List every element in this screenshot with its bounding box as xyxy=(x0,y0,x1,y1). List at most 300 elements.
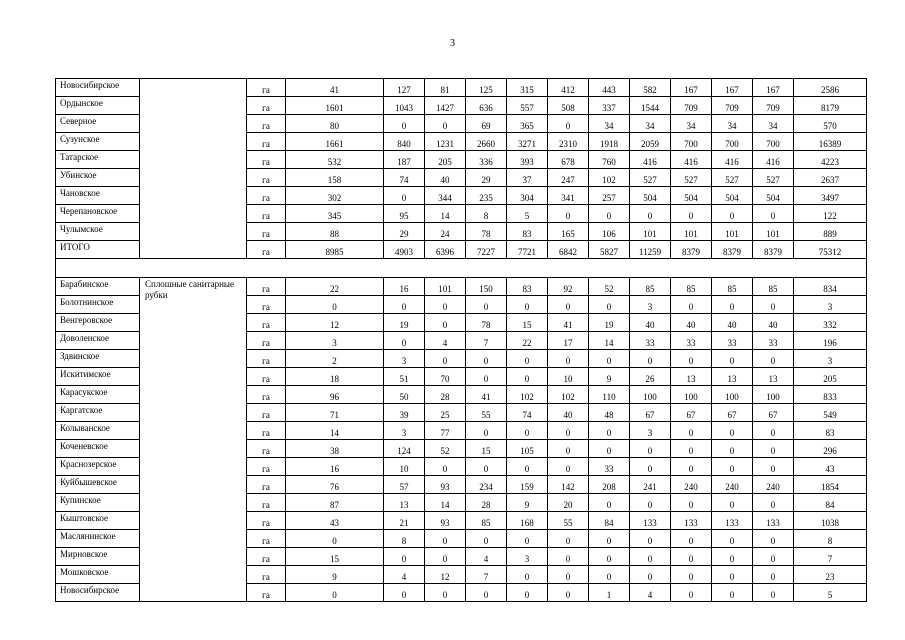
value-cell: 12 xyxy=(286,314,384,332)
value-cell: 67 xyxy=(630,404,671,422)
value-cell: 83 xyxy=(507,223,548,241)
value-cell: 167 xyxy=(671,79,712,97)
value-cell: 0 xyxy=(712,205,753,223)
district-name: Чулымское xyxy=(56,223,140,241)
value-cell: 0 xyxy=(548,458,589,476)
value-cell: 235 xyxy=(466,187,507,205)
unit-cell: га xyxy=(247,404,286,422)
value-cell: 234 xyxy=(466,476,507,494)
value-cell: 13 xyxy=(712,368,753,386)
unit-cell: га xyxy=(247,494,286,512)
value-cell: 105 xyxy=(507,440,548,458)
value-cell: 102 xyxy=(548,386,589,404)
value-cell: 504 xyxy=(753,187,794,205)
value-cell: 636 xyxy=(466,97,507,115)
value-cell: 0 xyxy=(466,368,507,386)
value-cell: 0 xyxy=(548,422,589,440)
value-cell: 127 xyxy=(384,79,425,97)
unit-cell: га xyxy=(247,368,286,386)
value-cell: 67 xyxy=(712,404,753,422)
unit-cell: га xyxy=(247,566,286,584)
value-cell: 700 xyxy=(671,133,712,151)
unit-cell: га xyxy=(247,169,286,187)
value-cell: 0 xyxy=(671,566,712,584)
value-cell: 102 xyxy=(589,169,630,187)
district-name: Карасукское xyxy=(56,386,140,404)
value-cell: 142 xyxy=(548,476,589,494)
value-cell: 75312 xyxy=(794,241,867,259)
value-cell: 709 xyxy=(671,97,712,115)
district-name: Коченевское xyxy=(56,440,140,458)
district-name: Куйбышевское xyxy=(56,476,140,494)
value-cell: 0 xyxy=(384,548,425,566)
value-cell: 85 xyxy=(630,278,671,296)
unit-cell: га xyxy=(247,386,286,404)
value-cell: 0 xyxy=(712,530,753,548)
value-cell: 7 xyxy=(794,548,867,566)
unit-cell: га xyxy=(247,530,286,548)
unit-cell: га xyxy=(247,187,286,205)
value-cell: 416 xyxy=(712,151,753,169)
district-name: Барабинское xyxy=(56,278,140,296)
value-cell: 336 xyxy=(466,151,507,169)
value-cell: 0 xyxy=(507,368,548,386)
value-cell: 0 xyxy=(589,566,630,584)
value-cell: 43 xyxy=(286,512,384,530)
value-cell: 67 xyxy=(753,404,794,422)
value-cell: 100 xyxy=(671,386,712,404)
value-cell: 0 xyxy=(548,530,589,548)
district-name: Татарское xyxy=(56,151,140,169)
value-cell: 3 xyxy=(794,296,867,314)
value-cell: 0 xyxy=(712,566,753,584)
value-cell: 16389 xyxy=(794,133,867,151)
value-cell: 4 xyxy=(425,332,466,350)
value-cell: 0 xyxy=(589,422,630,440)
value-cell: 7 xyxy=(466,332,507,350)
value-cell: 20 xyxy=(548,494,589,512)
value-cell: 14 xyxy=(286,422,384,440)
value-cell: 29 xyxy=(384,223,425,241)
value-cell: 3271 xyxy=(507,133,548,151)
value-cell: 29 xyxy=(466,169,507,187)
value-cell: 40 xyxy=(630,314,671,332)
value-cell: 240 xyxy=(671,476,712,494)
value-cell: 101 xyxy=(425,278,466,296)
value-cell: 205 xyxy=(794,368,867,386)
value-cell: 1918 xyxy=(589,133,630,151)
value-cell: 14 xyxy=(425,494,466,512)
value-cell: 84 xyxy=(794,494,867,512)
value-cell: 95 xyxy=(384,205,425,223)
value-cell: 416 xyxy=(630,151,671,169)
value-cell: 55 xyxy=(466,404,507,422)
value-cell: 41 xyxy=(548,314,589,332)
district-name: Мирновское xyxy=(56,548,140,566)
value-cell: 3 xyxy=(794,350,867,368)
value-cell: 582 xyxy=(630,79,671,97)
value-cell: 0 xyxy=(548,296,589,314)
district-name: Чановское xyxy=(56,187,140,205)
value-cell: 834 xyxy=(794,278,867,296)
value-cell: 4 xyxy=(630,584,671,602)
value-cell: 0 xyxy=(425,458,466,476)
value-cell: 0 xyxy=(712,548,753,566)
value-cell: 2660 xyxy=(466,133,507,151)
value-cell: 0 xyxy=(384,296,425,314)
unit-cell: га xyxy=(247,548,286,566)
value-cell: 0 xyxy=(548,548,589,566)
value-cell: 527 xyxy=(753,169,794,187)
district-name: Купинское xyxy=(56,494,140,512)
value-cell: 6396 xyxy=(425,241,466,259)
value-cell: 93 xyxy=(425,476,466,494)
value-cell: 0 xyxy=(589,548,630,566)
value-cell: 0 xyxy=(589,296,630,314)
value-cell: 124 xyxy=(384,440,425,458)
value-cell: 14 xyxy=(425,205,466,223)
value-cell: 13 xyxy=(384,494,425,512)
value-cell: 43 xyxy=(794,458,867,476)
separator-row xyxy=(56,259,867,278)
district-name: Венгеровское xyxy=(56,314,140,332)
value-cell: 0 xyxy=(712,458,753,476)
value-cell: 0 xyxy=(753,584,794,602)
value-cell: 85 xyxy=(712,278,753,296)
value-cell: 133 xyxy=(671,512,712,530)
value-cell: 7 xyxy=(466,566,507,584)
value-cell: 0 xyxy=(425,584,466,602)
value-cell: 0 xyxy=(466,296,507,314)
value-cell: 205 xyxy=(425,151,466,169)
value-cell: 0 xyxy=(507,530,548,548)
value-cell: 74 xyxy=(507,404,548,422)
value-cell: 2310 xyxy=(548,133,589,151)
unit-cell: га xyxy=(247,422,286,440)
value-cell: 0 xyxy=(548,350,589,368)
value-cell: 678 xyxy=(548,151,589,169)
value-cell: 247 xyxy=(548,169,589,187)
value-cell: 345 xyxy=(286,205,384,223)
value-cell: 34 xyxy=(630,115,671,133)
value-cell: 37 xyxy=(507,169,548,187)
value-cell: 85 xyxy=(671,278,712,296)
value-cell: 5827 xyxy=(589,241,630,259)
value-cell: 34 xyxy=(712,115,753,133)
value-cell: 83 xyxy=(794,422,867,440)
value-cell: 0 xyxy=(507,350,548,368)
value-cell: 3 xyxy=(507,548,548,566)
value-cell: 549 xyxy=(794,404,867,422)
value-cell: 296 xyxy=(794,440,867,458)
value-cell: 416 xyxy=(671,151,712,169)
value-cell: 8379 xyxy=(712,241,753,259)
felling-table xyxy=(55,78,867,602)
value-cell: 19 xyxy=(384,314,425,332)
value-cell: 0 xyxy=(671,440,712,458)
value-cell: 12 xyxy=(425,566,466,584)
value-cell: 4903 xyxy=(384,241,425,259)
value-cell: 1043 xyxy=(384,97,425,115)
unit-cell: га xyxy=(247,223,286,241)
value-cell: 833 xyxy=(794,386,867,404)
value-cell: 102 xyxy=(507,386,548,404)
value-cell: 33 xyxy=(753,332,794,350)
value-cell: 889 xyxy=(794,223,867,241)
value-cell: 1231 xyxy=(425,133,466,151)
value-cell: 0 xyxy=(425,115,466,133)
value-cell: 0 xyxy=(466,350,507,368)
table-row xyxy=(56,278,867,296)
value-cell: 38 xyxy=(286,440,384,458)
value-cell: 0 xyxy=(507,458,548,476)
value-cell: 51 xyxy=(384,368,425,386)
value-cell: 0 xyxy=(548,566,589,584)
value-cell: 760 xyxy=(589,151,630,169)
value-cell: 0 xyxy=(671,296,712,314)
value-cell: 28 xyxy=(466,494,507,512)
value-cell: 34 xyxy=(671,115,712,133)
value-cell: 0 xyxy=(548,584,589,602)
value-cell: 3 xyxy=(384,350,425,368)
value-cell: 0 xyxy=(753,422,794,440)
district-name: Искитимское xyxy=(56,368,140,386)
value-cell: 5 xyxy=(507,205,548,223)
value-cell: 4223 xyxy=(794,151,867,169)
value-cell: 0 xyxy=(384,332,425,350)
value-cell: 78 xyxy=(466,314,507,332)
value-cell: 158 xyxy=(286,169,384,187)
value-cell: 0 xyxy=(466,458,507,476)
value-cell: 88 xyxy=(286,223,384,241)
value-cell: 0 xyxy=(384,187,425,205)
value-cell: 0 xyxy=(589,440,630,458)
value-cell: 208 xyxy=(589,476,630,494)
value-cell: 0 xyxy=(425,548,466,566)
value-cell: 0 xyxy=(630,440,671,458)
value-cell: 0 xyxy=(630,548,671,566)
value-cell: 412 xyxy=(548,79,589,97)
value-cell: 2586 xyxy=(794,79,867,97)
value-cell: 3 xyxy=(286,332,384,350)
value-cell: 527 xyxy=(630,169,671,187)
value-cell: 709 xyxy=(712,97,753,115)
value-cell: 168 xyxy=(507,512,548,530)
value-cell: 0 xyxy=(753,530,794,548)
district-name: Краснозерское xyxy=(56,458,140,476)
value-cell: 0 xyxy=(630,530,671,548)
value-cell: 0 xyxy=(589,530,630,548)
value-cell: 2 xyxy=(286,350,384,368)
value-cell: 8379 xyxy=(671,241,712,259)
value-cell: 18 xyxy=(286,368,384,386)
value-cell: 0 xyxy=(753,350,794,368)
value-cell: 84 xyxy=(589,512,630,530)
value-cell: 187 xyxy=(384,151,425,169)
district-name: Новосибирское xyxy=(56,584,140,602)
page-number: 3 xyxy=(450,38,455,49)
value-cell: 33 xyxy=(630,332,671,350)
value-cell: 159 xyxy=(507,476,548,494)
value-cell: 508 xyxy=(548,97,589,115)
felling-type-cell xyxy=(140,79,247,259)
value-cell: 122 xyxy=(794,205,867,223)
value-cell: 0 xyxy=(753,205,794,223)
value-cell: 8179 xyxy=(794,97,867,115)
value-cell: 100 xyxy=(753,386,794,404)
value-cell: 13 xyxy=(671,368,712,386)
value-cell: 8 xyxy=(794,530,867,548)
district-name: Здвинское xyxy=(56,350,140,368)
value-cell: 48 xyxy=(589,404,630,422)
value-cell: 0 xyxy=(671,530,712,548)
value-cell: 14 xyxy=(589,332,630,350)
value-cell: 1661 xyxy=(286,133,384,151)
value-cell: 40 xyxy=(712,314,753,332)
value-cell: 302 xyxy=(286,187,384,205)
value-cell: 0 xyxy=(425,314,466,332)
value-cell: 0 xyxy=(425,530,466,548)
unit-cell: га xyxy=(247,115,286,133)
value-cell: 1601 xyxy=(286,97,384,115)
value-cell: 4 xyxy=(384,566,425,584)
value-cell: 393 xyxy=(507,151,548,169)
district-name: Новосибирское xyxy=(56,79,140,97)
value-cell: 0 xyxy=(712,584,753,602)
unit-cell: га xyxy=(247,151,286,169)
district-name: Черепановское xyxy=(56,205,140,223)
district-name: Мошковское xyxy=(56,566,140,584)
value-cell: 40 xyxy=(753,314,794,332)
value-cell: 101 xyxy=(671,223,712,241)
value-cell: 85 xyxy=(466,512,507,530)
value-cell: 1038 xyxy=(794,512,867,530)
value-cell: 0 xyxy=(548,440,589,458)
value-cell: 15 xyxy=(286,548,384,566)
district-name: Убинское xyxy=(56,169,140,187)
district-name: Болотнинское xyxy=(56,296,140,314)
unit-cell: га xyxy=(247,79,286,97)
value-cell: 78 xyxy=(466,223,507,241)
felling-type-label: Сплошные санитарные рубки xyxy=(140,278,247,602)
value-cell: 93 xyxy=(425,512,466,530)
value-cell: 0 xyxy=(384,115,425,133)
value-cell: 532 xyxy=(286,151,384,169)
value-cell: 17 xyxy=(548,332,589,350)
value-cell: 26 xyxy=(630,368,671,386)
value-cell: 0 xyxy=(671,422,712,440)
unit-cell: га xyxy=(247,512,286,530)
unit-cell: га xyxy=(247,458,286,476)
value-cell: 106 xyxy=(589,223,630,241)
value-cell: 50 xyxy=(384,386,425,404)
value-cell: 257 xyxy=(589,187,630,205)
value-cell: 304 xyxy=(507,187,548,205)
value-cell: 77 xyxy=(425,422,466,440)
value-cell: 10 xyxy=(384,458,425,476)
value-cell: 0 xyxy=(548,115,589,133)
district-name: Кыштовское xyxy=(56,512,140,530)
district-name: Северное xyxy=(56,115,140,133)
value-cell: 22 xyxy=(507,332,548,350)
value-cell: 23 xyxy=(794,566,867,584)
value-cell: 33 xyxy=(712,332,753,350)
value-cell: 0 xyxy=(753,458,794,476)
value-cell: 0 xyxy=(630,566,671,584)
value-cell: 33 xyxy=(671,332,712,350)
value-cell: 0 xyxy=(712,422,753,440)
value-cell: 100 xyxy=(630,386,671,404)
value-cell: 15 xyxy=(507,314,548,332)
value-cell: 0 xyxy=(384,584,425,602)
value-cell: 85 xyxy=(753,278,794,296)
value-cell: 67 xyxy=(671,404,712,422)
value-cell: 504 xyxy=(630,187,671,205)
value-cell: 9 xyxy=(589,368,630,386)
value-cell: 52 xyxy=(589,278,630,296)
value-cell: 0 xyxy=(630,205,671,223)
value-cell: 16 xyxy=(384,278,425,296)
value-cell: 840 xyxy=(384,133,425,151)
value-cell: 167 xyxy=(712,79,753,97)
value-cell: 8 xyxy=(466,205,507,223)
value-cell: 0 xyxy=(286,296,384,314)
value-cell: 57 xyxy=(384,476,425,494)
value-cell: 40 xyxy=(671,314,712,332)
value-cell: 0 xyxy=(671,458,712,476)
value-cell: 52 xyxy=(425,440,466,458)
value-cell: 4 xyxy=(466,548,507,566)
value-cell: 8985 xyxy=(286,241,384,259)
value-cell: 71 xyxy=(286,404,384,422)
value-cell: 5 xyxy=(794,584,867,602)
value-cell: 96 xyxy=(286,386,384,404)
value-cell: 92 xyxy=(548,278,589,296)
value-cell: 165 xyxy=(548,223,589,241)
value-cell: 0 xyxy=(671,548,712,566)
value-cell: 0 xyxy=(712,350,753,368)
value-cell: 0 xyxy=(507,566,548,584)
unit-cell: га xyxy=(247,476,286,494)
district-name: Доволенское xyxy=(56,332,140,350)
value-cell: 9 xyxy=(286,566,384,584)
value-cell: 41 xyxy=(286,79,384,97)
value-cell: 0 xyxy=(671,350,712,368)
value-cell: 24 xyxy=(425,223,466,241)
value-cell: 133 xyxy=(630,512,671,530)
value-cell: 570 xyxy=(794,115,867,133)
district-name: Сузунское xyxy=(56,133,140,151)
value-cell: 1427 xyxy=(425,97,466,115)
value-cell: 0 xyxy=(589,494,630,512)
value-cell: 240 xyxy=(712,476,753,494)
value-cell: 332 xyxy=(794,314,867,332)
value-cell: 7721 xyxy=(507,241,548,259)
value-cell: 0 xyxy=(753,548,794,566)
unit-cell: га xyxy=(247,350,286,368)
value-cell: 416 xyxy=(753,151,794,169)
district-name: Ордынское xyxy=(56,97,140,115)
value-cell: 15 xyxy=(466,440,507,458)
value-cell: 0 xyxy=(753,296,794,314)
unit-cell: га xyxy=(247,584,286,602)
value-cell: 315 xyxy=(507,79,548,97)
value-cell: 0 xyxy=(507,584,548,602)
value-cell: 0 xyxy=(753,566,794,584)
value-cell: 1544 xyxy=(630,97,671,115)
value-cell: 21 xyxy=(384,512,425,530)
value-cell: 55 xyxy=(548,512,589,530)
